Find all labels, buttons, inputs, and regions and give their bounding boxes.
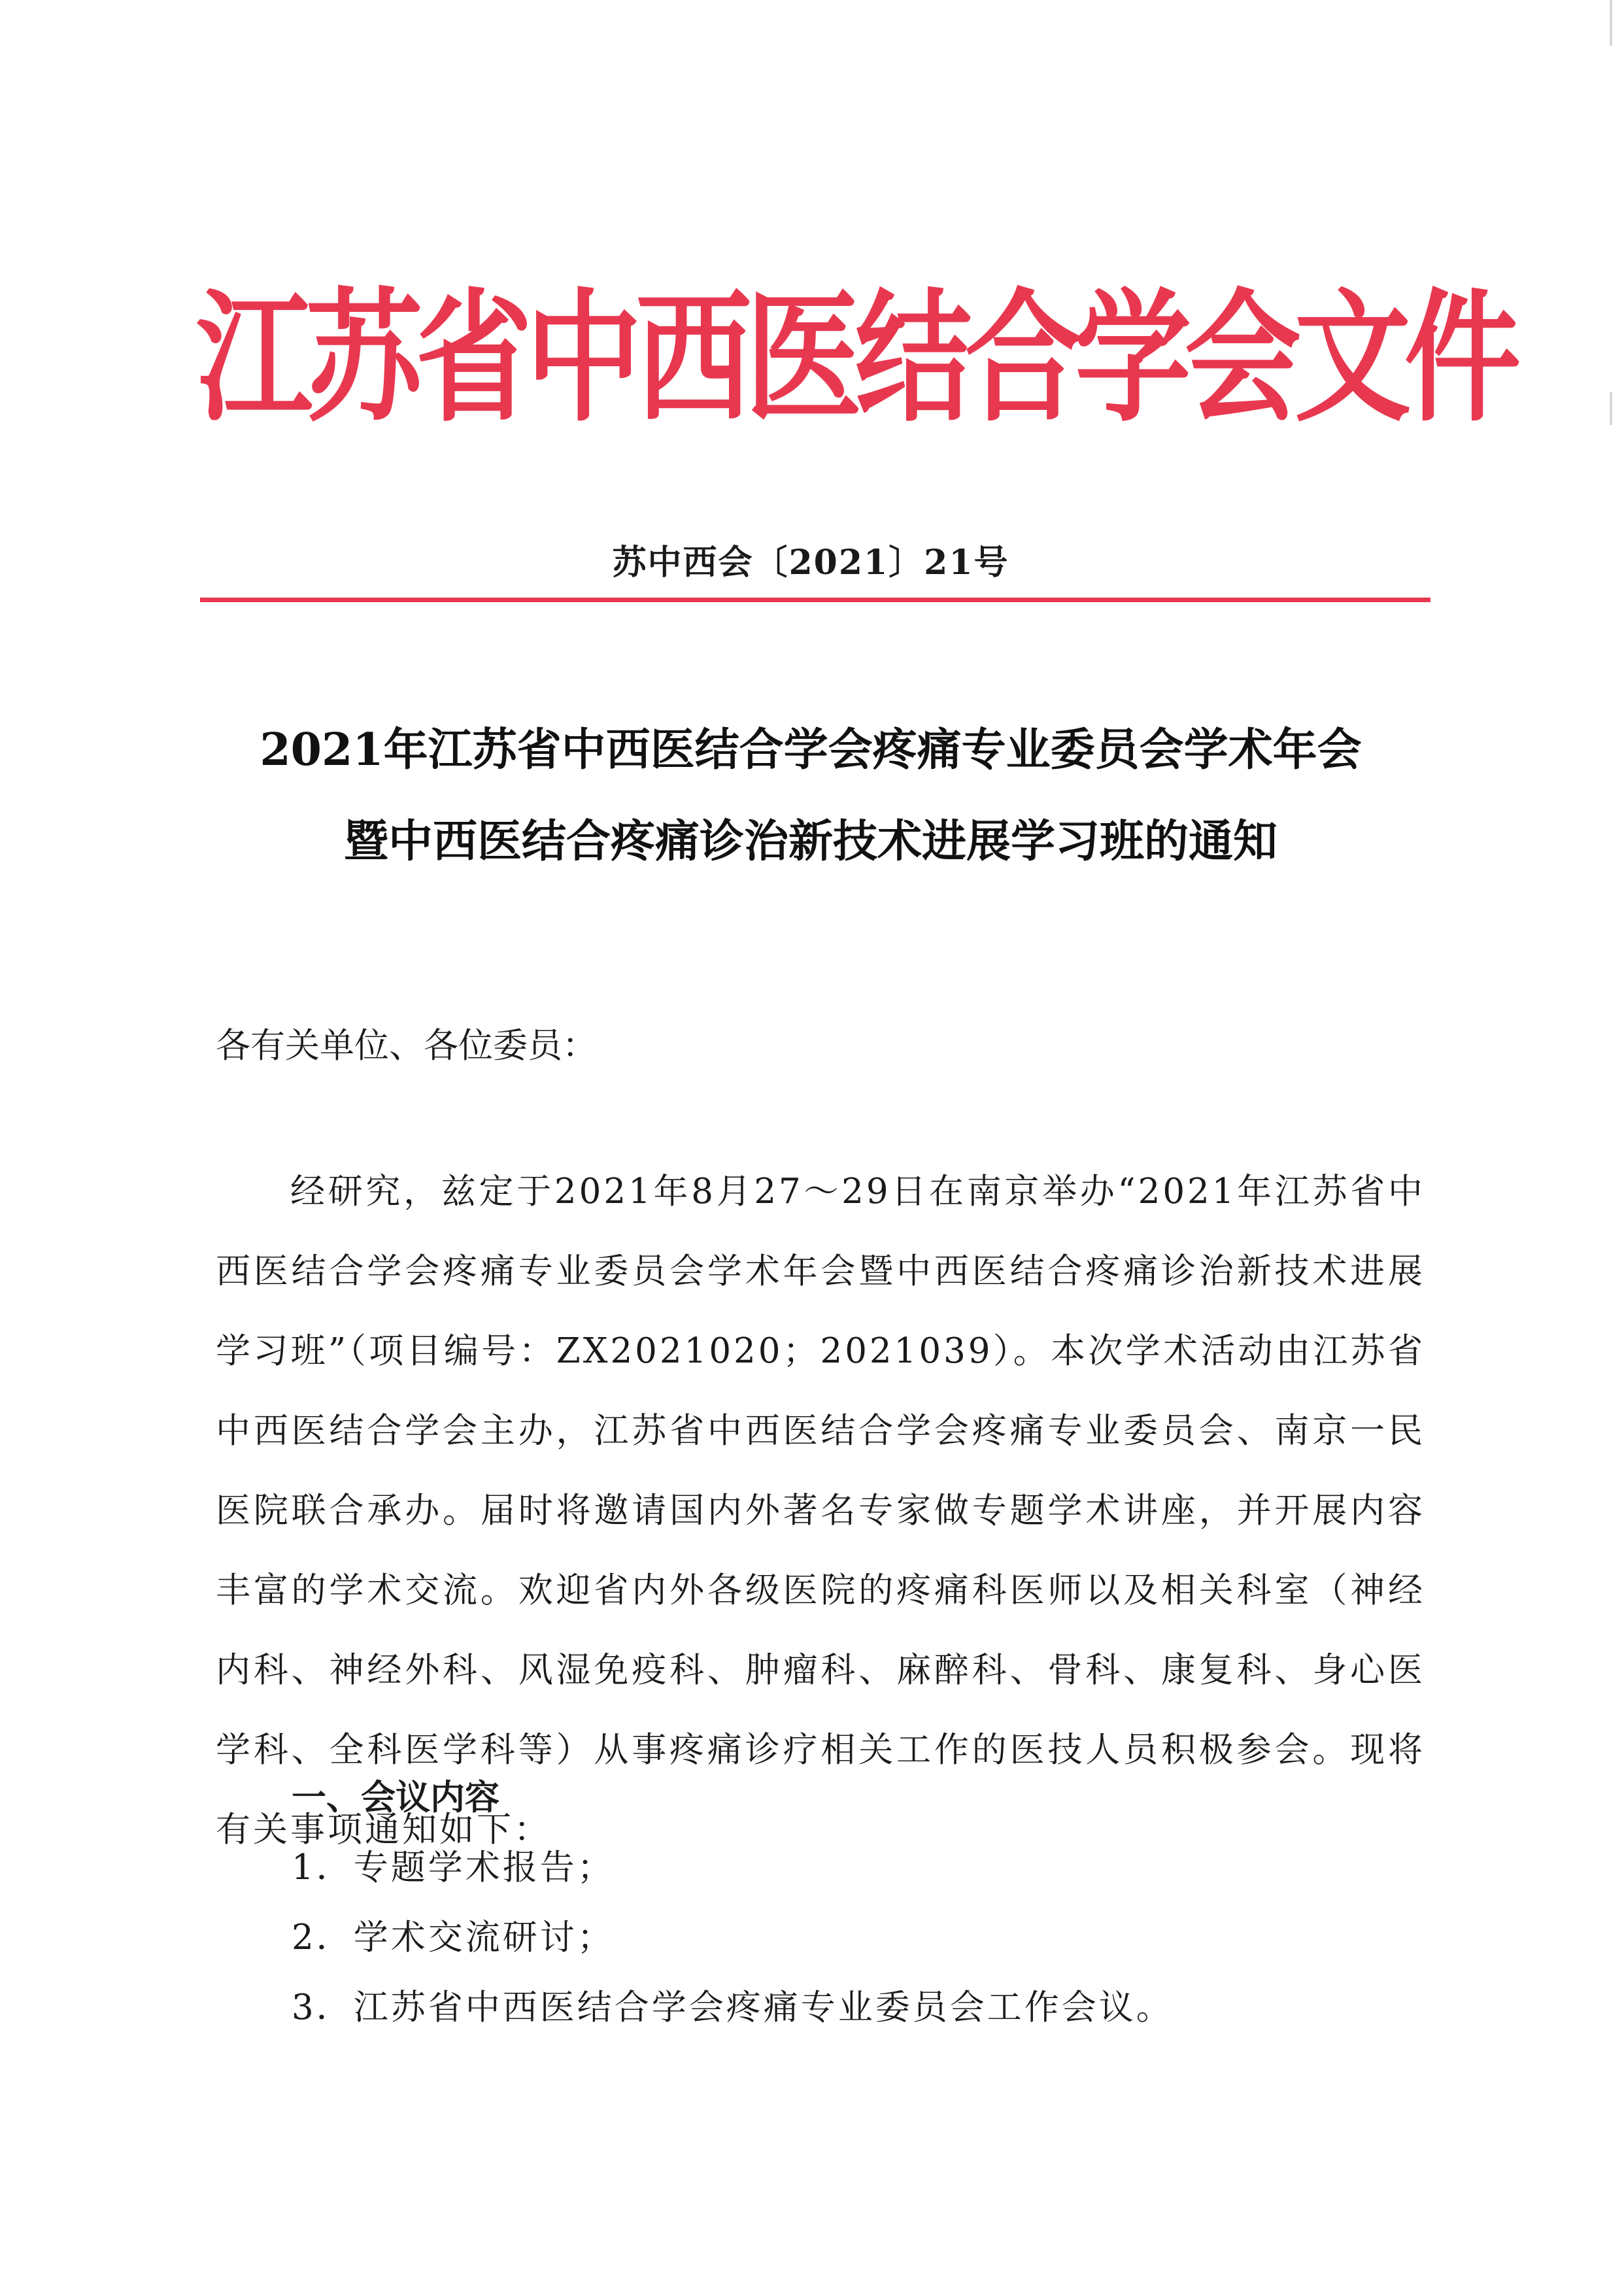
scan-edge-mark [1610, 0, 1612, 46]
notice-title-line-1: 2021年江苏省中西医结合学会疼痛专业委员会学术年会 [260, 724, 1362, 776]
list-item: 2．学术交流研讨； [292, 1918, 615, 1958]
red-divider-line [200, 598, 1430, 602]
document-number: 苏中西会〔2021〕21号 [612, 543, 1009, 583]
section-heading-meeting-content: 一、会议内容 [292, 1778, 499, 1818]
body-paragraph: 经研究，兹定于2021年8月27～29日在南京举办“2021年江苏省中西医结合学会疼痛专业委员会学术年会暨中西医结合疼痛诊治新技术进展学习班”（项目编号：ZX2021020；2021039）。本次学术活动由江苏省中西医结合学会主办，江苏省中西医结合学会疼痛专业委员会、南京一民医院联合承办。届时将邀请国内外著名专家做专题学术讲座，并开展内容丰富的学术交流。欢迎省内外各级医院的疼痛科医师以及相关科室（神经内科、神经外科、风湿免疫科、肿瘤科、麻醉科、骨科、康复科、身心医学科、全科医学科等）从事疼痛诊疗相关工作的医技人员积极参会。现将有关事项通知如下： [216, 1172, 1425, 1850]
list-item: 3．江苏省中西医结合学会疼痛专业委员会工作会议。 [292, 1988, 1174, 2027]
scan-edge-mark [1610, 392, 1612, 425]
notice-title-line-2: 暨中西医结合疼痛诊治新技术进展学习班的通知 [343, 815, 1277, 868]
salutation: 各有关单位、各位委员： [216, 1026, 597, 1066]
list-item: 1．专题学术报告； [292, 1848, 615, 1888]
masthead-title: 江苏省中西医结合学会文件 [196, 275, 1514, 441]
